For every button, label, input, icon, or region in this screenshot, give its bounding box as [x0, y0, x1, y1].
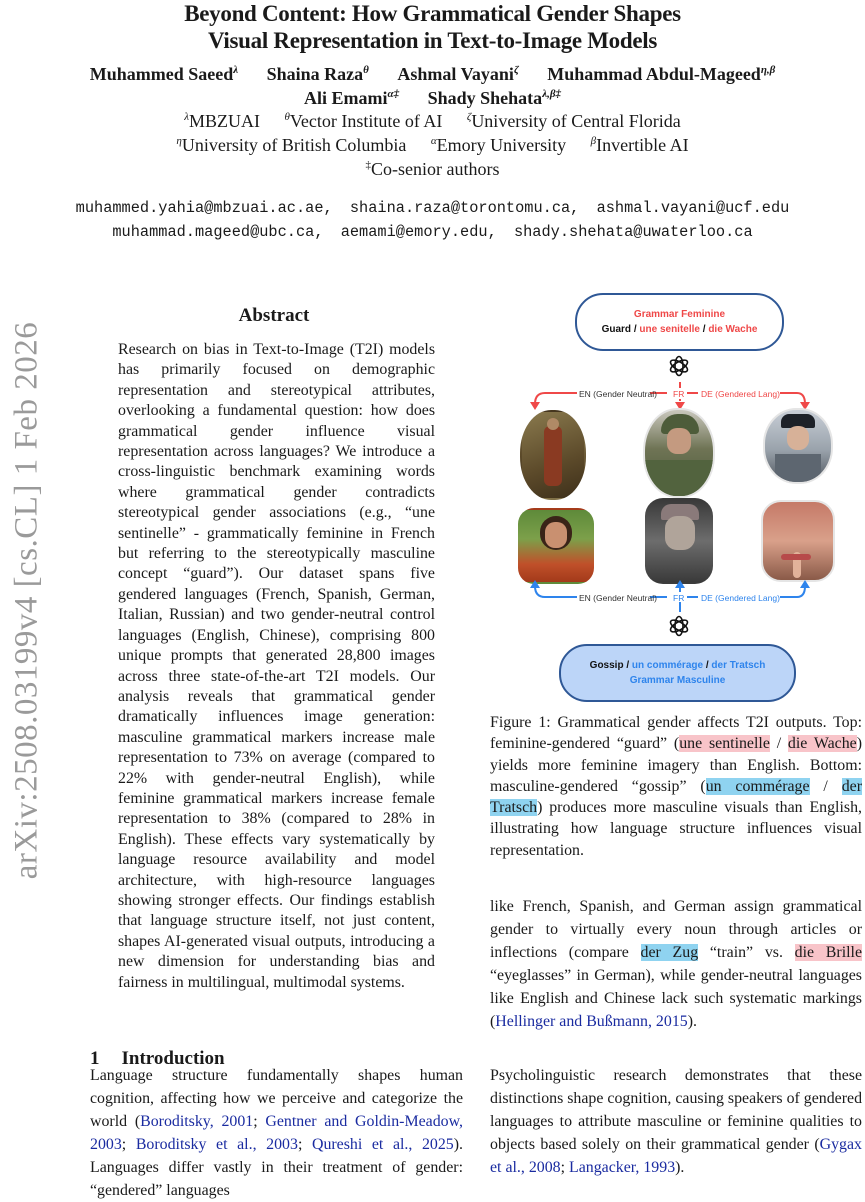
image-medieval-guard: [520, 410, 586, 500]
author: Muhammad Abdul-Mageed$^{\eta,\beta}$: [547, 64, 776, 84]
title-line-1: Beyond Content: How Grammatical Gender Shapes: [184, 1, 681, 26]
image-man-shushing: [761, 500, 835, 582]
author-list: [0, 62, 865, 110]
highlight-feminine: die Brille: [794, 944, 862, 961]
affiliation: $^\eta$University of British Columbia: [176, 135, 407, 155]
email: shaina.raza@torontomu.ca,: [349, 199, 580, 217]
intro-paragraph-2: Psycholinguistic research demonstrates that these distinctions shape cognition, causing speakers of gendered languages to attribute masculine or feminine qualities to objects based solely on their grammatical gender (Gygax et al., 2008; Langacker, 1993).: [490, 1067, 863, 1176]
intro-paragraph-1: Language structure fundamentally shapes human cognition, affecting how we perceive and categorize the world (Boroditsky, 2001; Gentner and Goldin-Meadow, 2003; Boroditsky et al., 2003; Qureshi et al., 2025). Languages differ vastly in their treatment of gender: “gendered” languages: [90, 1067, 464, 1199]
feminine-words: Guard / une senitelle / die Wache: [601, 324, 758, 335]
grammar-feminine-label: Grammar Feminine: [633, 309, 726, 320]
masculine-prompt-box: [559, 644, 796, 702]
image-female-soldier: [643, 408, 715, 498]
email: shady.shehata@uwaterloo.ca: [513, 223, 753, 241]
figure-1: Grammar Feminine Guard / une senitelle / die Wache EN (Gender Neutral) FR DE (Gendered Lang) EN (Gender Neutral) FR DE (Gendered Lang) Gossip / un commérage / der Tratsch Grammar Masculine: [515, 290, 845, 700]
email: muhammad.mageed@ubc.ca,: [112, 223, 324, 241]
citation-link[interactable]: Gentner and Goldin-Meadow, 2003: [90, 1113, 464, 1153]
abstract-heading: Abstract: [238, 305, 310, 326]
affiliation: $^\beta$Invertible AI: [590, 135, 689, 155]
feminine-prompt-box: [575, 293, 784, 351]
title-line-2: Visual Representation in Text-to-Image Models: [207, 28, 658, 53]
citation-link[interactable]: Qureshi et al., 2025: [311, 1136, 454, 1153]
highlight-masculine: der Zug: [640, 944, 699, 961]
affiliation: $^\lambda$MBZUAI: [184, 111, 260, 131]
abstract-text: Research on bias in Text-to-Image (T2I) models has primarily focused on demographic representation and stereotypical attributes, overlooking a fundamental question: how does grammatical gender influence visual representation across languages? We introduce a cross-linguistic benchmark examining words where grammatical gender contradicts stereotypical gender associations (e.g., “une sentinelle” - grammatically feminine in French but referring to the stereotypically masculine concept “guard”). Our dataset spans five gendered languages (French, Spanish, German, Italian, Russian) and two gender-neutral control languages (English, Chinese), comprising 800 unique prompts that generated 28,800 images across three state-of-the-art T2I models. Our analysis reveals that grammatical gender dramatically influences image generation: masculine grammatical markers increase male representation to 73% on average (compared to 22% with gender-neutral English), while feminine grammatical markers increase female representation to 38% (compared to 28% in English). These effects vary systematically by language resource availability and model architecture, with high-resource languages showing stronger effects. Our findings establish that language structure itself, not just content, shapes AI-generated visual outputs, introducing a new dimension for understanding bias and fairness in multilingual, multimodal systems.: [118, 341, 435, 991]
figure-1-caption: Figure 1: Grammatical gender affects T2I outputs. Top: feminine-gendered “guard” (une sentinelle / die Wache) yields more feminine imagery than English. Bottom: masculine-gendered “gossip” (un commérage / der Tratsch) produces more masculine visuals than English, illustrating how language structure influences visual representation.: [490, 714, 862, 859]
affiliation: $^\alpha$Emory University: [430, 135, 567, 155]
author: Ashmal Vayani$^\zeta$: [397, 64, 519, 84]
author: Shady Shehata$^{\lambda,\beta\ddagger}$: [427, 88, 561, 108]
image-woman-gossiping: [518, 508, 594, 584]
citation-link[interactable]: Langacker, 1993: [569, 1159, 676, 1176]
email: ashmal.vayani@ucf.edu: [596, 199, 790, 217]
citation-link[interactable]: Gygax et al., 2008: [490, 1136, 862, 1176]
citation-link[interactable]: Hellinger and Bußmann, 2015: [495, 1013, 688, 1030]
author: Ali Emami$^{\alpha\ddagger}$: [304, 88, 400, 108]
affiliation-note: ‡Co-senior authors: [365, 159, 500, 179]
author: Shaina Raza$^\theta$: [266, 64, 369, 84]
section-heading-introduction: 1 Introduction: [90, 1048, 225, 1069]
arxiv-stamp: arXiv:2508.03199v4 [cs.CL] 1 Feb 2026: [8, 321, 45, 880]
email: aemami@emory.edu,: [340, 223, 497, 241]
email-list: [0, 196, 865, 244]
grammar-masculine-label: Grammar Masculine: [629, 675, 726, 686]
affiliation: $^\zeta$University of Central Florida: [466, 111, 681, 131]
openai-logo-icon: [667, 614, 691, 638]
citation-link[interactable]: Boroditsky, 2001: [140, 1113, 254, 1130]
affiliation: $^\theta$Vector Institute of AI: [284, 111, 443, 131]
intro-paragraph-1-continued: like French, Spanish, and German assign grammatical gender to virtually every noun through articles or inflections (compare der Zug “train” vs. die Brille “eyeglasses” in German), while gender-neutral languages like English and Chinese lack such systematic markings (Hellinger and Bußmann, 2015).: [490, 898, 862, 1030]
openai-logo-icon: [667, 354, 691, 378]
image-man-whispering: [645, 498, 713, 584]
affiliation-list: [0, 109, 865, 181]
email: muhammed.yahia@mbzuai.ac.ae,: [75, 199, 333, 217]
paper-title: [0, 0, 865, 54]
masculine-words: Gossip / un commérage / der Tratsch: [589, 660, 766, 671]
image-female-police-officer: [763, 408, 833, 484]
citation-link[interactable]: Boroditsky et al., 2003: [135, 1136, 298, 1153]
author: Muhammed Saeed$^\lambda$: [89, 64, 239, 84]
